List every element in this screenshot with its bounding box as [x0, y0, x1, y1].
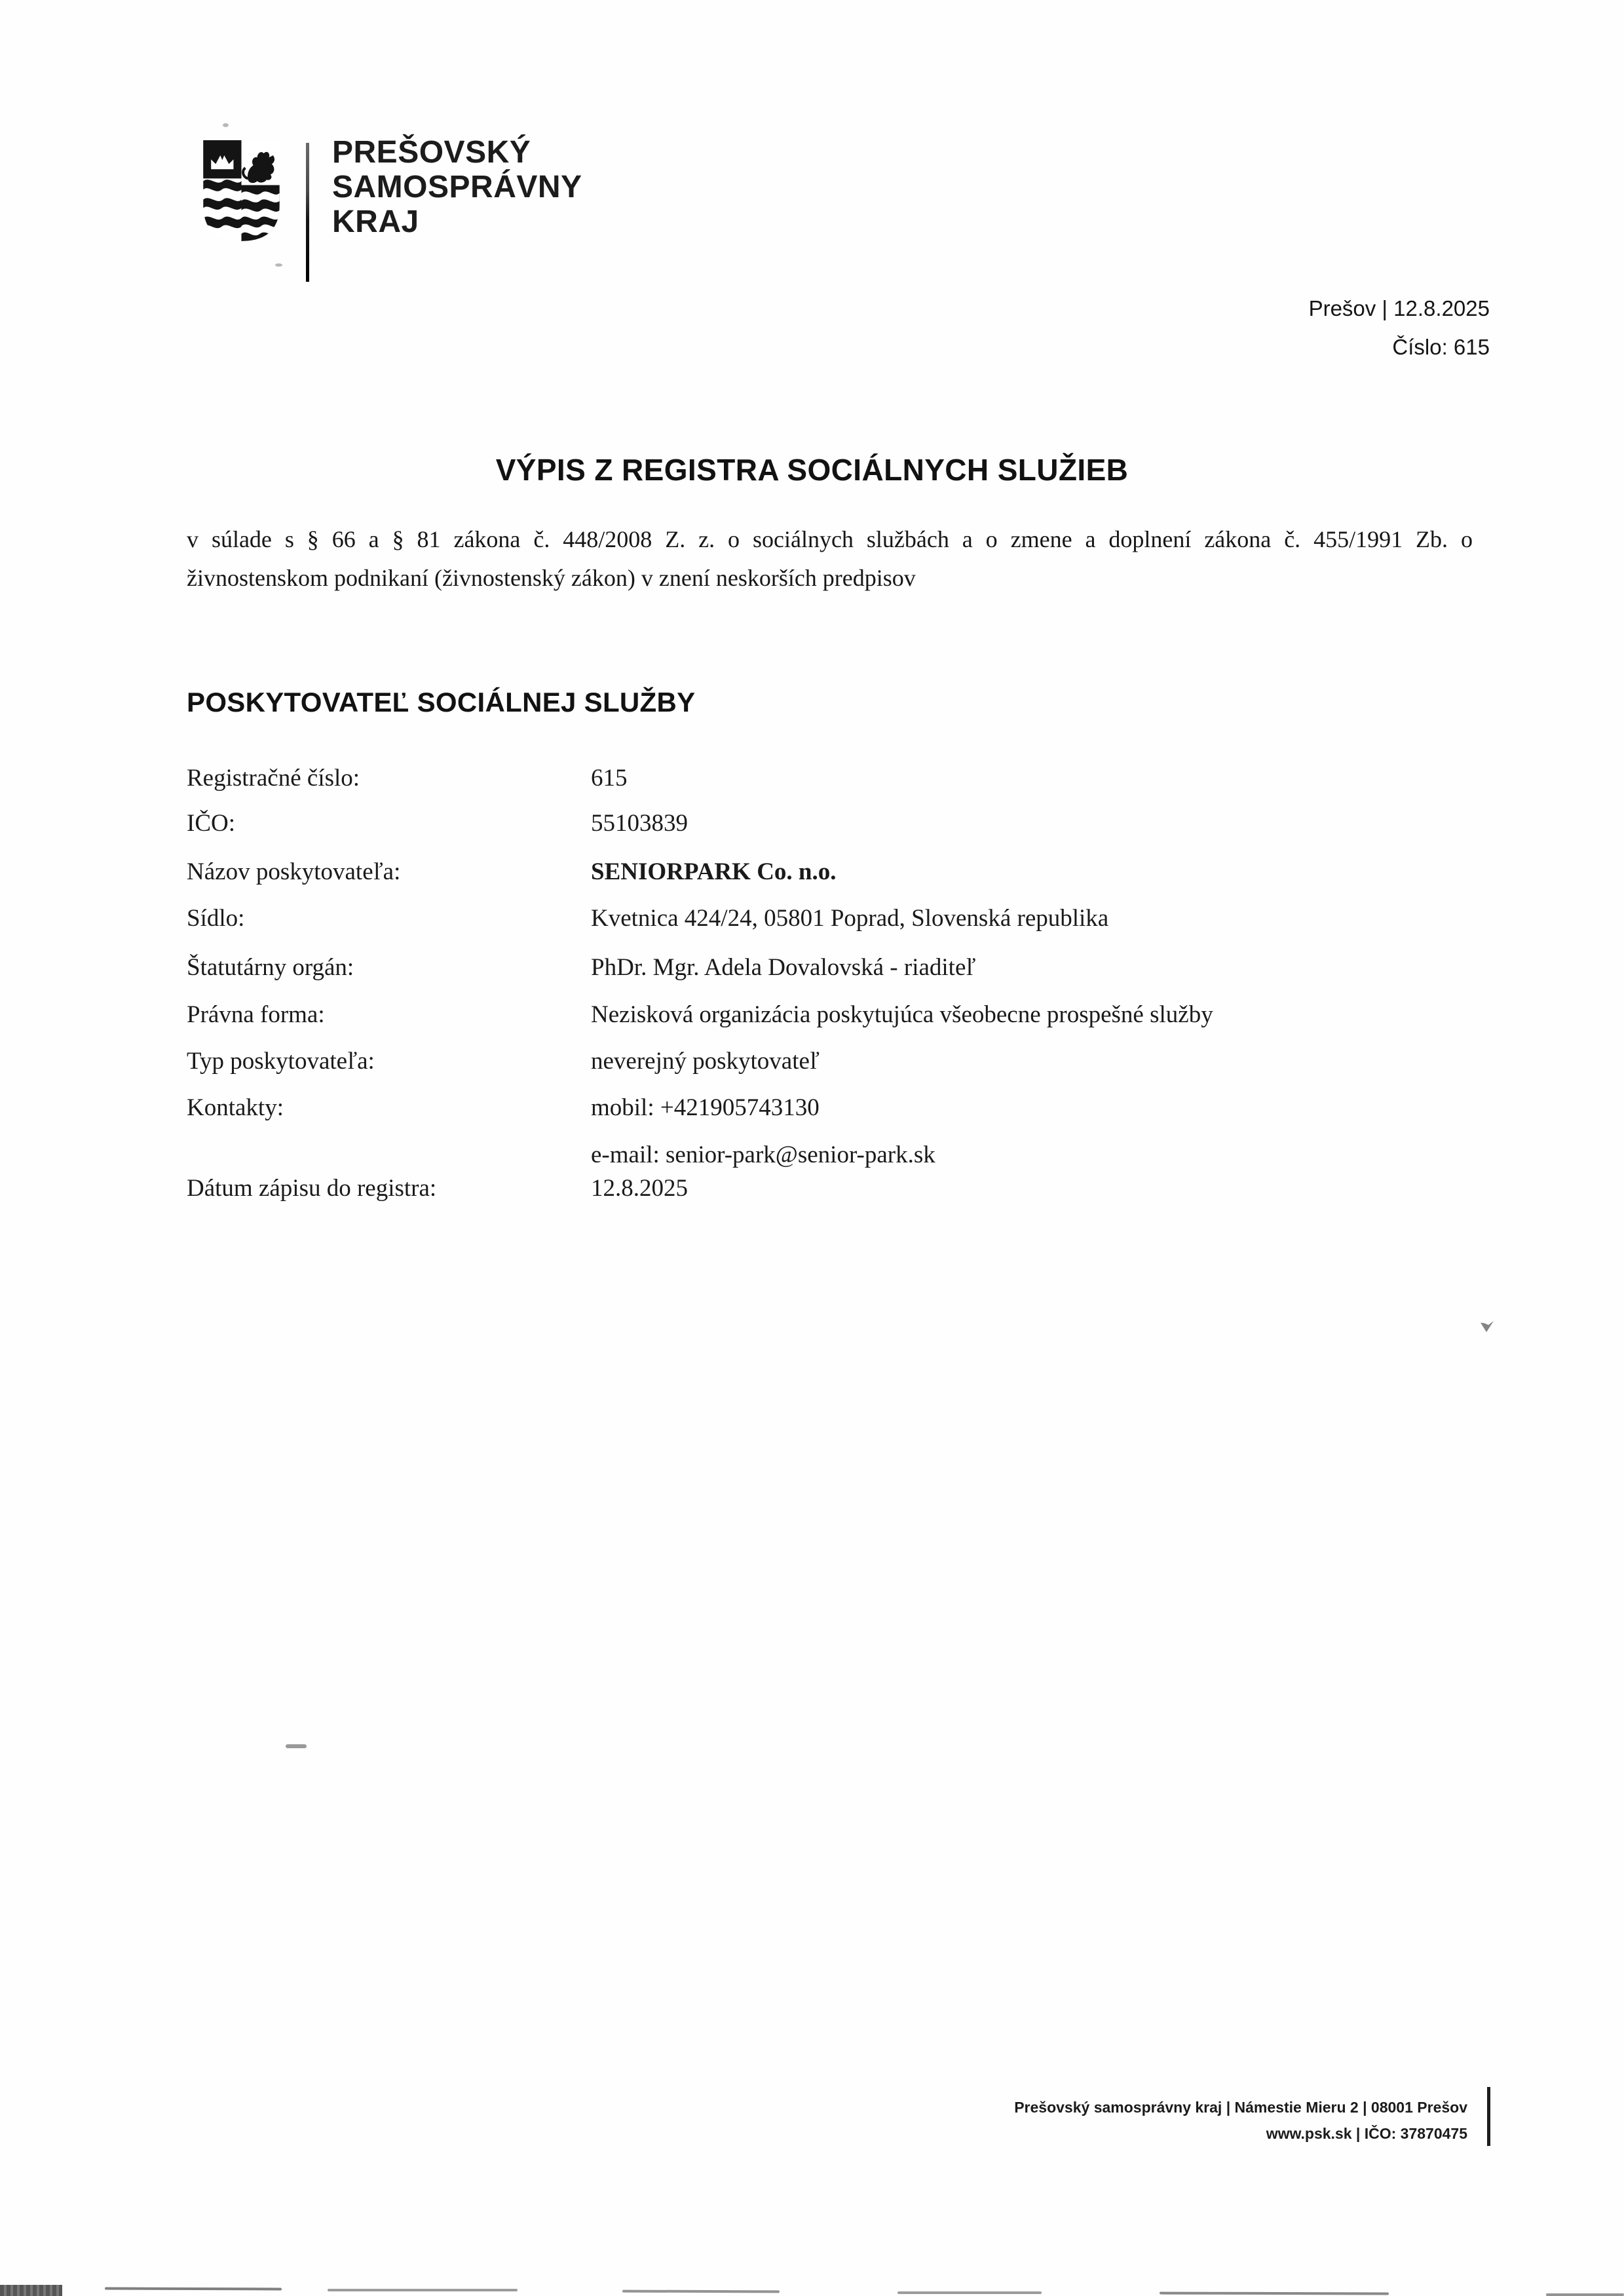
psk-coat-of-arms-icon	[202, 139, 281, 242]
field-value: PhDr. Mgr. Adela Dovalovská - riaditeľ	[591, 954, 976, 981]
field-row-registration-number	[187, 760, 1490, 796]
field-label: Kontakty:	[187, 1094, 284, 1121]
legal-intro-paragraph	[187, 520, 1473, 598]
field-label: Sídlo:	[187, 905, 245, 932]
footer-address-line: Prešovský samosprávny kraj | Námestie Mieru 2 | 08001 Prešov	[1014, 2099, 1467, 2116]
field-label: IČO:	[187, 810, 235, 837]
scan-edge-artifact	[1546, 2293, 1624, 2296]
header-meta	[1309, 296, 1490, 360]
field-value: 55103839	[591, 810, 688, 837]
field-row-legal-form	[187, 997, 1490, 1033]
page-footer	[1014, 2094, 1490, 2147]
scan-edge-artifact	[328, 2289, 518, 2291]
logo-region-name	[332, 135, 582, 239]
field-label: Právna forma:	[187, 1001, 325, 1028]
footer-divider-bar	[1487, 2087, 1490, 2146]
field-value-mobile: mobil: +421905743130	[591, 1094, 820, 1121]
logo-line-1: PREŠOVSKÝ	[332, 135, 531, 170]
scan-edge-artifact	[105, 2287, 282, 2291]
field-label: Dátum zápisu do registra:	[187, 1175, 437, 1202]
scan-edge-artifact	[1160, 2292, 1389, 2295]
field-row-provider-name	[187, 854, 1490, 890]
field-row-statutory-body	[187, 949, 1490, 985]
legal-intro-line-2: živnostenskom podnikaní (živnostenský zákon) v znení neskorších predpisov	[187, 565, 916, 591]
logo-line-2: SAMOSPRÁVNY	[332, 170, 582, 204]
field-value: 12.8.2025	[591, 1175, 688, 1202]
field-value: neverejný poskytovateľ	[591, 1048, 820, 1075]
field-value: 615	[591, 765, 628, 792]
scan-edge-artifact	[897, 2291, 1042, 2294]
scan-artifact-mark	[1481, 1321, 1494, 1332]
field-row-registry-entry-date	[187, 1170, 1490, 1206]
footer-web-ico-line: www.psk.sk | IČO: 37870475	[1266, 2125, 1467, 2142]
field-value: Kvetnica 424/24, 05801 Poprad, Slovenská republika	[591, 905, 1109, 932]
scan-speck	[275, 263, 282, 267]
field-value: SENIORPARK Co. n.o.	[591, 858, 837, 885]
field-value-email: e-mail: senior-park@senior-park.sk	[591, 1141, 935, 1168]
field-row-ico	[187, 805, 1490, 841]
field-label: Názov poskytovateľa:	[187, 858, 401, 885]
field-row-provider-type	[187, 1043, 1490, 1079]
field-label: Štatutárny orgán:	[187, 954, 354, 981]
field-label: Registračné číslo:	[187, 765, 360, 792]
scan-artifact-dash	[286, 1744, 307, 1748]
place-and-date: Prešov | 12.8.2025	[1308, 296, 1490, 320]
scan-speck	[223, 123, 229, 127]
document-number: Číslo: 615	[1392, 335, 1490, 359]
field-value: Nezisková organizácia poskytujúca všeobecne prospešné služby	[591, 1001, 1213, 1028]
logo-divider	[306, 143, 309, 282]
scan-edge-artifact	[622, 2290, 780, 2293]
legal-intro-line-1: v súlade s § 66 a § 81 zákona č. 448/2008 Z. z. o sociálnych službách a o zmene a doplnení zákona č. 455/1991 Zb. o	[187, 526, 1473, 552]
logo-line-3: KRAJ	[332, 204, 419, 239]
field-row-registered-office	[187, 900, 1490, 936]
field-row-contacts	[187, 1090, 1490, 1173]
scan-edge-artifact	[0, 2285, 62, 2296]
document-title: VÝPIS Z REGISTRA SOCIÁLNYCH SLUŽIEB	[495, 453, 1129, 487]
provider-section-heading: POSKYTOVATEĽ SOCIÁLNEJ SLUŽBY	[187, 687, 696, 718]
field-label: Typ poskytovateľa:	[187, 1048, 375, 1075]
